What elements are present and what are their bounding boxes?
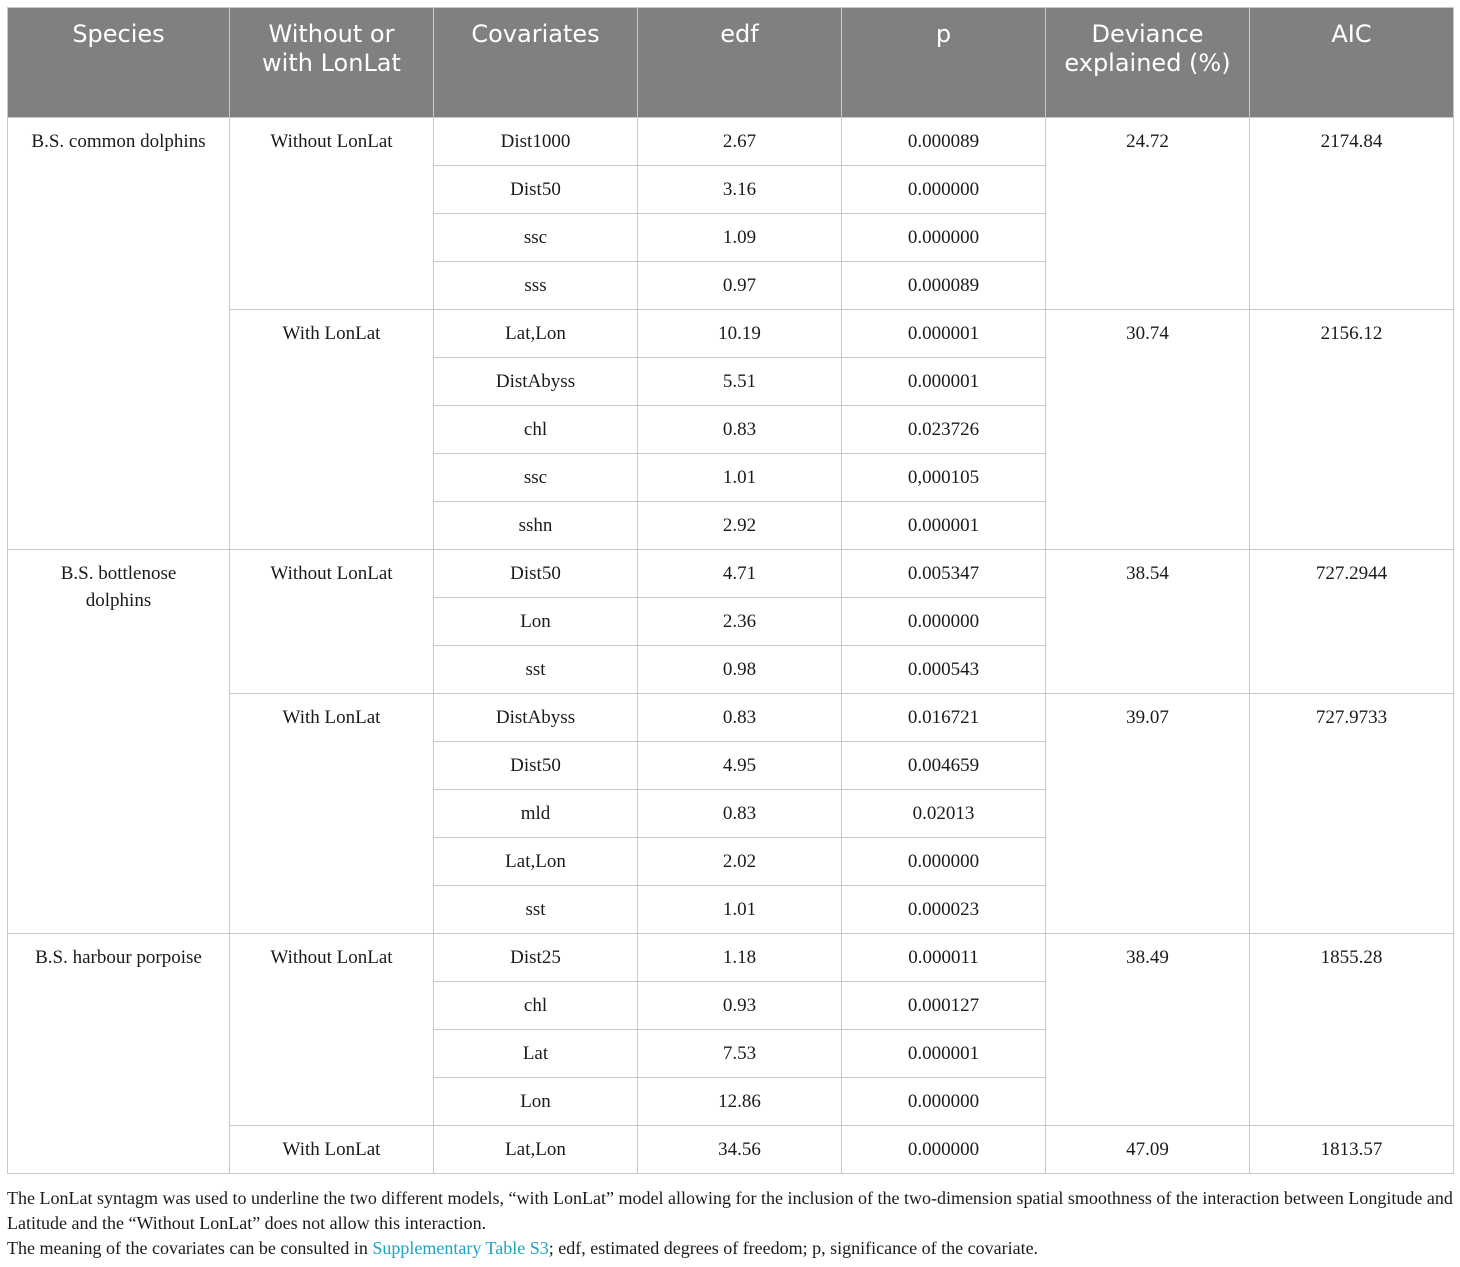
model-cell: Without LonLat — [230, 934, 434, 1126]
edf-cell: 1.09 — [638, 214, 842, 262]
table-header — [8, 8, 1454, 118]
results-table-container — [7, 7, 1453, 1174]
covariate-cell: Lat,Lon — [434, 1126, 638, 1174]
covariate-cell: DistAbyss — [434, 358, 638, 406]
covariate-cell: Lon — [434, 598, 638, 646]
edf-cell: 2.67 — [638, 118, 842, 166]
covariate-cell: Dist50 — [434, 550, 638, 598]
deviance-cell: 47.09 — [1046, 1126, 1250, 1174]
p-value-cell: 0.005347 — [842, 550, 1046, 598]
covariate-cell: sst — [434, 646, 638, 694]
table-body — [8, 118, 1454, 1174]
covariate-cell: ssc — [434, 214, 638, 262]
edf-cell: 0.83 — [638, 406, 842, 454]
edf-cell: 1.01 — [638, 454, 842, 502]
edf-cell: 0.83 — [638, 790, 842, 838]
p-value-cell: 0.000089 — [842, 118, 1046, 166]
covariate-cell: DistAbyss — [434, 694, 638, 742]
edf-cell: 4.95 — [638, 742, 842, 790]
p-value-cell: 0.000011 — [842, 934, 1046, 982]
edf-cell: 1.01 — [638, 886, 842, 934]
model-cell: With LonLat — [230, 1126, 434, 1174]
edf-cell: 4.71 — [638, 550, 842, 598]
covariate-cell: mld — [434, 790, 638, 838]
deviance-cell: 38.54 — [1046, 550, 1250, 694]
edf-cell: 1.18 — [638, 934, 842, 982]
edf-cell: 0.98 — [638, 646, 842, 694]
covariate-cell: Dist25 — [434, 934, 638, 982]
header-p: p — [842, 8, 1046, 118]
p-value-cell: 0.000000 — [842, 1078, 1046, 1126]
covariate-cell: Lat,Lon — [434, 838, 638, 886]
p-value-cell: 0.000001 — [842, 358, 1046, 406]
species-harbour-porpoise: B.S. harbour porpoise — [8, 934, 230, 1174]
covariate-cell: Lon — [434, 1078, 638, 1126]
p-value-cell: 0.000000 — [842, 1126, 1046, 1174]
supplementary-table-link[interactable]: Supplementary Table S3 — [372, 1238, 549, 1258]
edf-cell: 0.93 — [638, 982, 842, 1030]
covariate-cell: sst — [434, 886, 638, 934]
p-value-cell: 0.000000 — [842, 598, 1046, 646]
edf-cell: 2.92 — [638, 502, 842, 550]
footnote-covariates — [7, 1236, 1453, 1261]
species-bottlenose-dolphins: B.S. bottlenose dolphins — [8, 550, 230, 934]
deviance-cell: 30.74 — [1046, 310, 1250, 550]
edf-cell: 5.51 — [638, 358, 842, 406]
header-aic: AIC — [1250, 8, 1454, 118]
edf-cell: 34.56 — [638, 1126, 842, 1174]
model-cell: Without LonLat — [230, 118, 434, 310]
p-value-cell: 0.023726 — [842, 406, 1046, 454]
table-row — [8, 934, 1454, 982]
model-cell: Without LonLat — [230, 550, 434, 694]
covariate-cell: sshn — [434, 502, 638, 550]
edf-cell: 0.97 — [638, 262, 842, 310]
p-value-cell: 0,000105 — [842, 454, 1046, 502]
covariate-cell: Dist50 — [434, 742, 638, 790]
aic-cell: 727.9733 — [1250, 694, 1454, 934]
edf-cell: 2.02 — [638, 838, 842, 886]
edf-cell: 7.53 — [638, 1030, 842, 1078]
header-species: Species — [8, 8, 230, 118]
covariate-cell: chl — [434, 406, 638, 454]
p-value-cell: 0.000023 — [842, 886, 1046, 934]
model-cell: With LonLat — [230, 310, 434, 550]
edf-cell: 10.19 — [638, 310, 842, 358]
covariate-cell: Lat,Lon — [434, 310, 638, 358]
header-model: Without or with LonLat — [230, 8, 434, 118]
aic-cell: 1813.57 — [1250, 1126, 1454, 1174]
p-value-cell: 0.000543 — [842, 646, 1046, 694]
edf-cell: 0.83 — [638, 694, 842, 742]
footnote-text: The meaning of the covariates can be consulted in — [7, 1238, 373, 1258]
p-value-cell: 0.000001 — [842, 310, 1046, 358]
p-value-cell: 0.000000 — [842, 838, 1046, 886]
deviance-cell: 24.72 — [1046, 118, 1250, 310]
p-value-cell: 0.000000 — [842, 166, 1046, 214]
table-footnotes — [7, 1186, 1453, 1261]
table-row — [8, 550, 1454, 598]
covariate-cell: chl — [434, 982, 638, 1030]
edf-cell: 3.16 — [638, 166, 842, 214]
p-value-cell: 0.000089 — [842, 262, 1046, 310]
p-value-cell: 0.000001 — [842, 1030, 1046, 1078]
covariate-cell: Dist1000 — [434, 118, 638, 166]
header-deviance: Deviance explained (%) — [1046, 8, 1250, 118]
species-common-dolphins: B.S. common dolphins — [8, 118, 230, 550]
header-covariates: Covariates — [434, 8, 638, 118]
footnote-text: ; edf, estimated degrees of freedom; p, significance of the covariate. — [548, 1238, 1039, 1258]
covariate-cell: ssc — [434, 454, 638, 502]
aic-cell: 2174.84 — [1250, 118, 1454, 310]
covariate-cell: sss — [434, 262, 638, 310]
p-value-cell: 0.004659 — [842, 742, 1046, 790]
p-value-cell: 0.016721 — [842, 694, 1046, 742]
aic-cell: 727.2944 — [1250, 550, 1454, 694]
p-value-cell: 0.000001 — [842, 502, 1046, 550]
p-value-cell: 0.000000 — [842, 214, 1046, 262]
p-value-cell: 0.000127 — [842, 982, 1046, 1030]
model-cell: With LonLat — [230, 694, 434, 934]
aic-cell: 2156.12 — [1250, 310, 1454, 550]
edf-cell: 2.36 — [638, 598, 842, 646]
deviance-cell: 39.07 — [1046, 694, 1250, 934]
header-edf: edf — [638, 8, 842, 118]
aic-cell: 1855.28 — [1250, 934, 1454, 1126]
p-value-cell: 0.02013 — [842, 790, 1046, 838]
covariate-cell: Dist50 — [434, 166, 638, 214]
edf-cell: 12.86 — [638, 1078, 842, 1126]
table-row — [8, 118, 1454, 166]
gam-results-table — [7, 7, 1454, 1174]
deviance-cell: 38.49 — [1046, 934, 1250, 1126]
footnote-lonlat: The LonLat syntagm was used to underline the two different models, “with LonLat” model allowing for the inclusion of the two-dimension spatial smoothness of the interaction between Longitude and Latitude and the “Without LonLat” does not allow this interaction. — [7, 1188, 1453, 1233]
covariate-cell: Lat — [434, 1030, 638, 1078]
